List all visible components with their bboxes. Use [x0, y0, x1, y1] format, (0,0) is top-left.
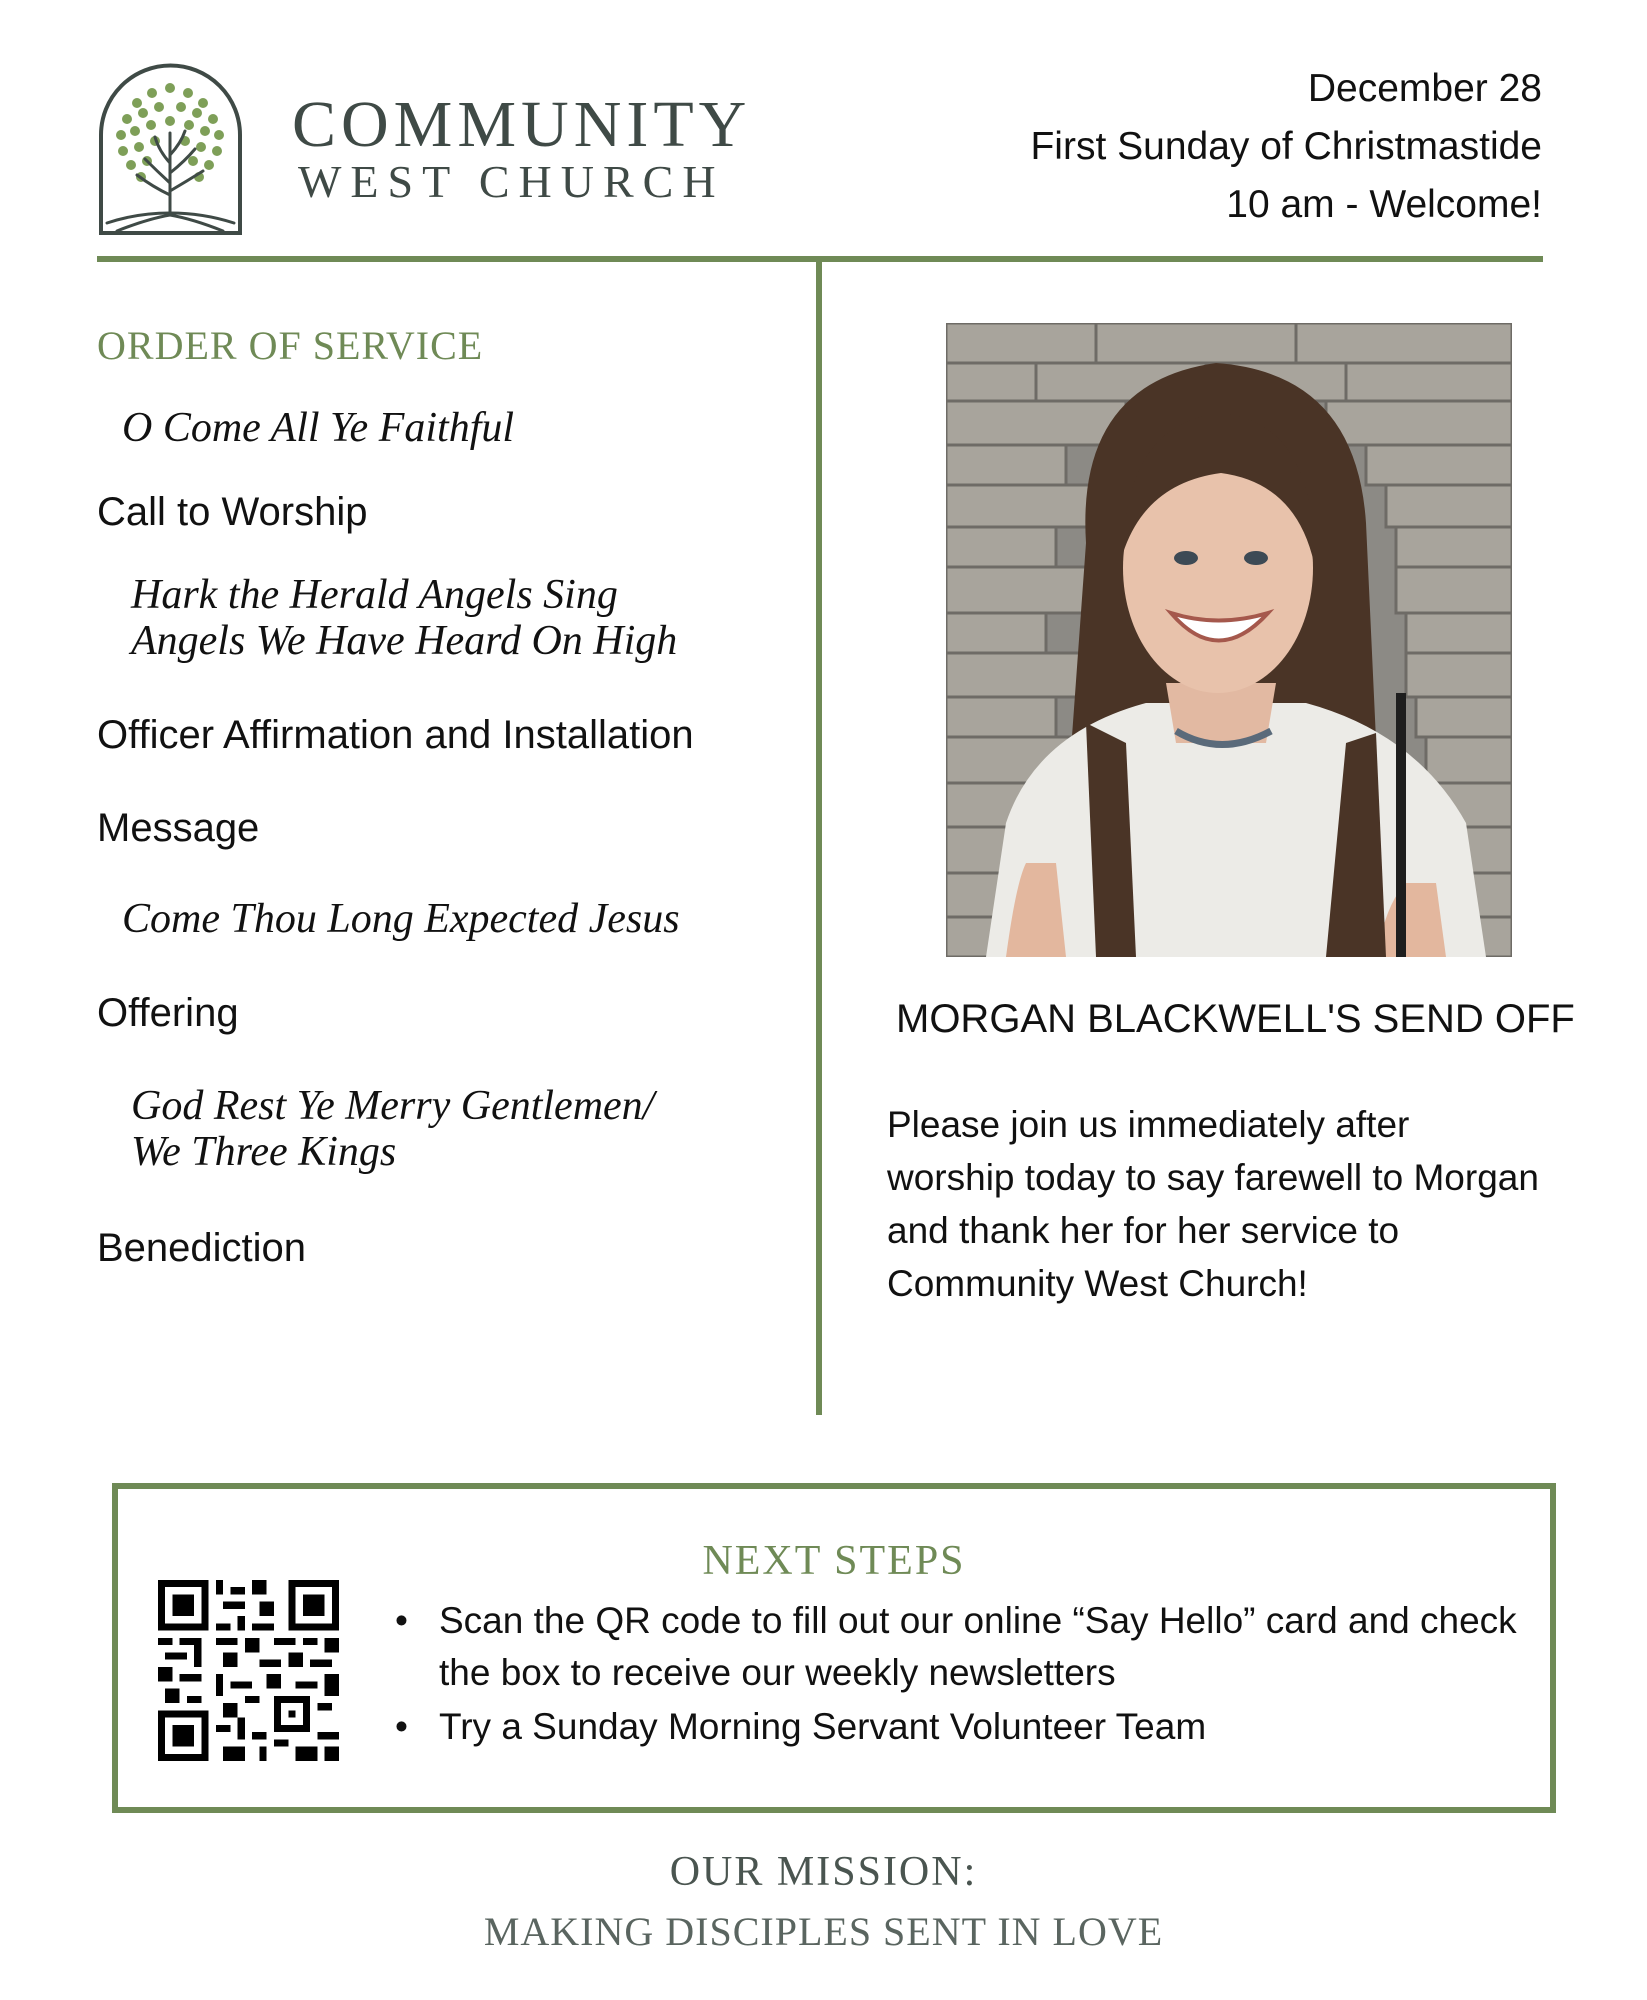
- service-item: Officer Affirmation and Installation: [97, 713, 694, 757]
- qr-code-icon[interactable]: [158, 1580, 339, 1761]
- next-steps-box: [112, 1483, 1556, 1813]
- brand-name-line2: WEST CHURCH: [298, 156, 725, 207]
- mission-title: OUR MISSION:: [669, 1849, 978, 1895]
- service-occasion: First Sunday of Christmastide: [1030, 125, 1542, 168]
- service-time: 10 am - Welcome!: [1226, 183, 1542, 226]
- column-divider: [816, 262, 822, 1415]
- portrait-photo: [946, 323, 1512, 957]
- next-steps-list: [383, 1595, 1523, 1755]
- sendoff-body-line: worship today to say farewell to Morgan: [887, 1157, 1539, 1198]
- service-date: December 28: [1307, 67, 1542, 110]
- order-of-service-heading: ORDER OF SERVICE: [97, 323, 484, 368]
- sendoff-body: [887, 1098, 1607, 1310]
- service-item: Call to Worship: [97, 490, 368, 534]
- service-item: Benediction: [97, 1226, 307, 1270]
- sendoff-body-line: and thank her for her service to: [887, 1210, 1400, 1251]
- brand-name-line1: COMMUNITY: [292, 88, 752, 161]
- hymn-item: O Come All Ye Faithful: [122, 405, 515, 451]
- hymn-item: Hark the Herald Angels Sing: [131, 572, 618, 618]
- next-step-text: Try a Sunday Morning Servant Volunteer Team: [439, 1706, 1207, 1747]
- church-logo-tree-icon: [97, 63, 244, 236]
- hymn-item: God Rest Ye Merry Gentlemen/: [131, 1083, 655, 1129]
- service-item: Offering: [97, 991, 239, 1035]
- next-steps-title: NEXT STEPS: [702, 1538, 966, 1584]
- list-item: [383, 1701, 1523, 1753]
- hymn-item: We Three Kings: [131, 1129, 397, 1175]
- service-info: [1030, 60, 1542, 234]
- mission-statement: MAKING DISCIPLES SENT IN LOVE: [483, 1909, 1164, 1954]
- hymn-item: Come Thou Long Expected Jesus: [122, 896, 680, 942]
- list-item: [383, 1595, 1523, 1699]
- sendoff-body-line: Please join us immediately after: [887, 1104, 1410, 1145]
- hymn-item: Angels We Have Heard On High: [131, 618, 678, 664]
- sendoff-title: MORGAN BLACKWELL'S SEND OFF: [896, 997, 1575, 1041]
- service-item: Message: [97, 806, 260, 850]
- next-step-text: Scan the QR code to fill out our online “Say Hello” card and check the box to receive our weekly newsletters: [439, 1600, 1517, 1693]
- sendoff-body-line: Community West Church!: [887, 1263, 1308, 1304]
- bullet: •: [395, 1706, 408, 1747]
- bullet: •: [395, 1600, 408, 1641]
